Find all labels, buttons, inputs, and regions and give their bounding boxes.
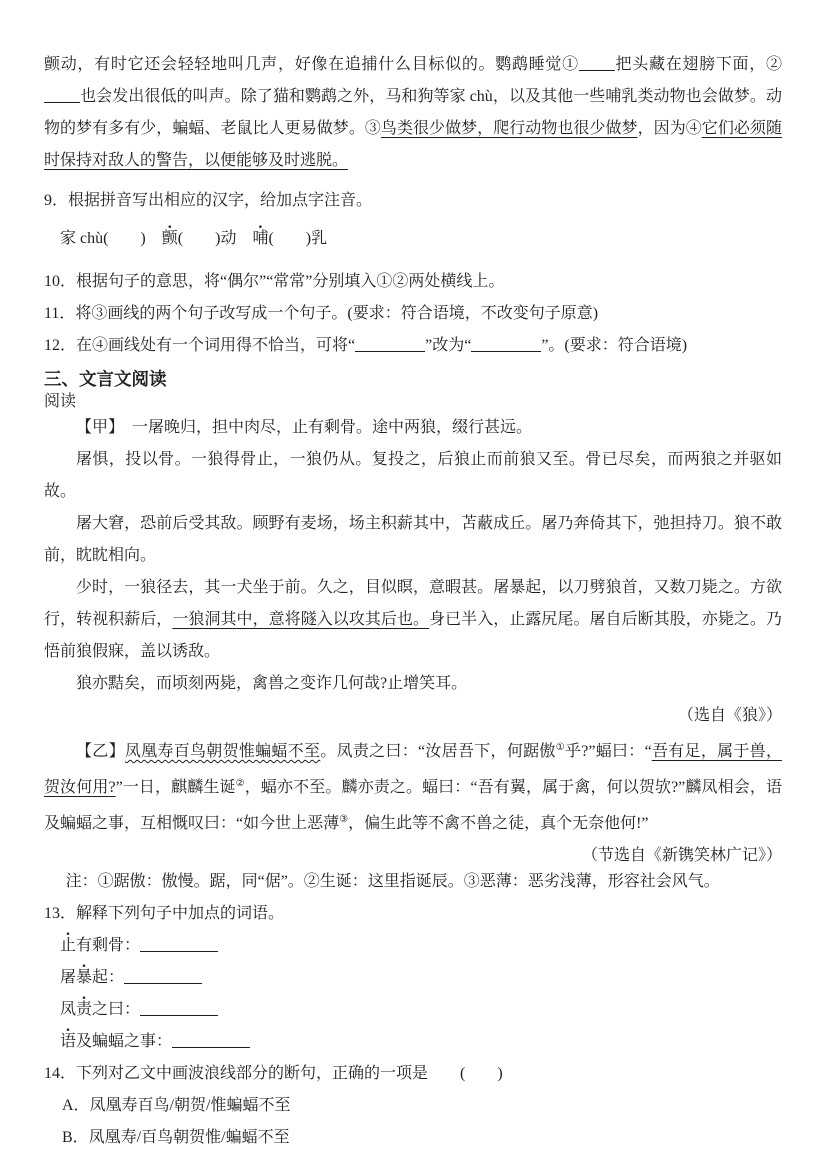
passage-jia-paragraph-2 (44, 444, 782, 508)
text-run: ”改为“ (425, 337, 472, 354)
text-run: 注：①踞傲：傲慢。踞，同“倨”。②生诞：这里指诞辰。③恶薄：恶劣浅薄，形容社会风气。 (65, 873, 720, 890)
note-ref-superscript: ③ (339, 814, 349, 825)
text-run: ，因为④ (637, 120, 702, 137)
underlined-text: 吾有足，属于兽，贺汝何用? (44, 743, 782, 796)
text-run: 11．将③画线的两个句子改写成一个句子。(要求：符合语境，不改变句子原意) (44, 305, 599, 322)
text-run: 狼亦黠矣，而顷刻两毙，禽兽之变诈几何哉?止增笑耳。 (76, 675, 468, 692)
question-14-option-a (44, 1090, 782, 1122)
text-run: 乎?”蝠曰：“ (564, 743, 652, 760)
text-run: 【甲】 一屠晚归，担中肉尽，止有剩骨。途中两狼，缀行甚远。 (76, 419, 533, 436)
text-run: ”。(要求：符合语境) (541, 337, 688, 354)
text-run: 也会发出很低的叫声。除了猫和鹦鹉之外，马和狗等家 chù，以及其他一些哺乳类动物也会做梦。动物的梦有多有少，蝙蝠、老鼠比人更易做梦。③ (44, 88, 782, 137)
text-run: 凤 (60, 1001, 77, 1018)
text-run: 【乙】 (76, 743, 125, 760)
text-run: 屠惧，投以骨。一狼得骨止，一狼仍从。复投之，后狼止而前狼又至。骨已尽矣，而两狼之并驱如故。 (44, 451, 782, 500)
question-10 (44, 266, 782, 298)
passage-jia-source (44, 700, 782, 732)
question-13-item-1 (44, 930, 782, 962)
text-run: 家 chù( ) (60, 230, 162, 247)
text-run: 及蝙蝠之事： (76, 1033, 173, 1050)
text-run: ”一日，麒麟生诞 (115, 779, 236, 796)
text-run: （节选自《新镌笑林广记》） (581, 847, 782, 864)
text-run: 12．在④画线处有一个词用得不恰当，可将“ (44, 337, 356, 354)
reading-passage-continuation (44, 49, 782, 177)
dotted-char: 语 (60, 1033, 77, 1050)
passage-yi-notes (44, 866, 782, 898)
wavy-underlined-text: 凤凰寿百鸟朝贺惟蝙蝠不至 (124, 743, 321, 760)
question-12 (44, 330, 782, 362)
blank-line (124, 967, 202, 984)
text-run: 三、文言文阅读 (44, 369, 167, 389)
text-run: （选自《狼》） (677, 707, 782, 724)
text-run: 。凤责之曰：“汝居吾下，何踞傲 (320, 743, 556, 760)
text-run: A．凤凰寿百鸟/朝贺/惟蝙蝠不至 (62, 1097, 291, 1114)
passage-jia-paragraph-3 (44, 508, 782, 572)
text-run: 屠大窘，恐前后受其敌。顾野有麦场，场主积薪其中，苫蔽成丘。屠乃奔倚其下，弛担持刀。狼不敢前，眈眈相向。 (44, 515, 782, 564)
blank-line (355, 335, 425, 352)
text-run: 身已半入，止露尻尾。屠自后断其股，亦毙之。乃悟前狼假寐，盖以诱敌。 (44, 611, 782, 660)
text-run: ( )动 (177, 230, 253, 247)
dotted-char: 止 (60, 937, 77, 954)
underlined-text: 一狼洞其中，意将隧入以攻其后也。 (172, 611, 430, 628)
text-run: 阅读 (44, 393, 77, 410)
text-run: ，偏生此等不禽不兽之徒，真个无奈他何!” (348, 815, 649, 832)
question-14-option-b (44, 1122, 782, 1154)
question-13 (44, 898, 782, 930)
text-run: 颤动，有时它还会轻轻地叫几声，好像在追捕什么目标似的。鹦鹉睡觉① (44, 56, 579, 73)
text-run: ，蝠亦不至。麟亦责之。蝠曰：“吾有翼，属于禽，何以贺欤?”麟凤相会，语及蝙蝠之事，互相慨叹曰：“如今世上恶薄 (44, 779, 783, 832)
passage-jia-paragraph-4 (44, 572, 782, 668)
question-11 (44, 298, 782, 330)
blank-line (471, 335, 541, 352)
text-run: 13．解释下列句子中加点的词语。 (44, 905, 285, 922)
blank-line (44, 86, 80, 103)
text-run: 10．根据句子的意思，将“偶尔”“常常”分别填入①②两处横线上。 (44, 273, 505, 290)
dotted-char: 颤 (161, 230, 178, 247)
text-run: 起： (92, 969, 125, 986)
text-run: 9．根据拼音写出相应的汉字，给加点字注音。 (44, 192, 373, 209)
text-run: 14．下列对乙文中画波浪线部分的断句，正确的一项是 ( ) (44, 1065, 503, 1082)
question-14 (44, 1058, 782, 1090)
question-13-item-3 (44, 994, 782, 1026)
reading-label (44, 392, 782, 412)
text-run: 有剩骨： (76, 937, 141, 954)
note-ref-superscript: ① (555, 742, 565, 753)
blank-line (140, 935, 218, 952)
blank-line (140, 999, 218, 1016)
question-9-pinyin-line (44, 223, 782, 255)
passage-jia-paragraph-1 (44, 412, 782, 444)
note-ref-superscript: ② (235, 778, 245, 789)
text-run: 屠 (60, 969, 77, 986)
section-heading-classical-reading (44, 366, 782, 392)
text-run: ( )乳 (268, 230, 328, 247)
blank-line (172, 1031, 250, 1048)
question-9 (44, 185, 782, 217)
text-run: B．凤凰寿/百鸟朝贺惟/蝙蝠不至 (62, 1129, 290, 1146)
text-run: 把头藏在翅膀下面，② (614, 56, 782, 73)
question-13-item-2 (44, 962, 782, 994)
passage-yi-paragraph (44, 732, 782, 840)
dotted-char: 哺 (252, 230, 269, 247)
text-run: 之曰： (92, 1001, 141, 1018)
text-run: 少时，一狼径去，其一犬坐于前。久之，目似瞑，意暇甚。屠暴起，以刀劈狼首，又数刀毙之。方欲行，转视积薪后， (44, 579, 782, 628)
question-13-item-4 (44, 1026, 782, 1058)
underlined-text: 鸟类很少做梦，爬行动物也很少做梦 (380, 120, 638, 137)
dotted-char: 暴 (76, 969, 93, 986)
dotted-char: 责 (76, 1001, 93, 1018)
passage-jia-paragraph-5 (44, 668, 782, 700)
underlined-text: 它们必须随时保持对敌人的警告，以便能够及时逃脱。 (44, 120, 782, 169)
blank-line (579, 54, 615, 71)
document-body (44, 49, 782, 1154)
